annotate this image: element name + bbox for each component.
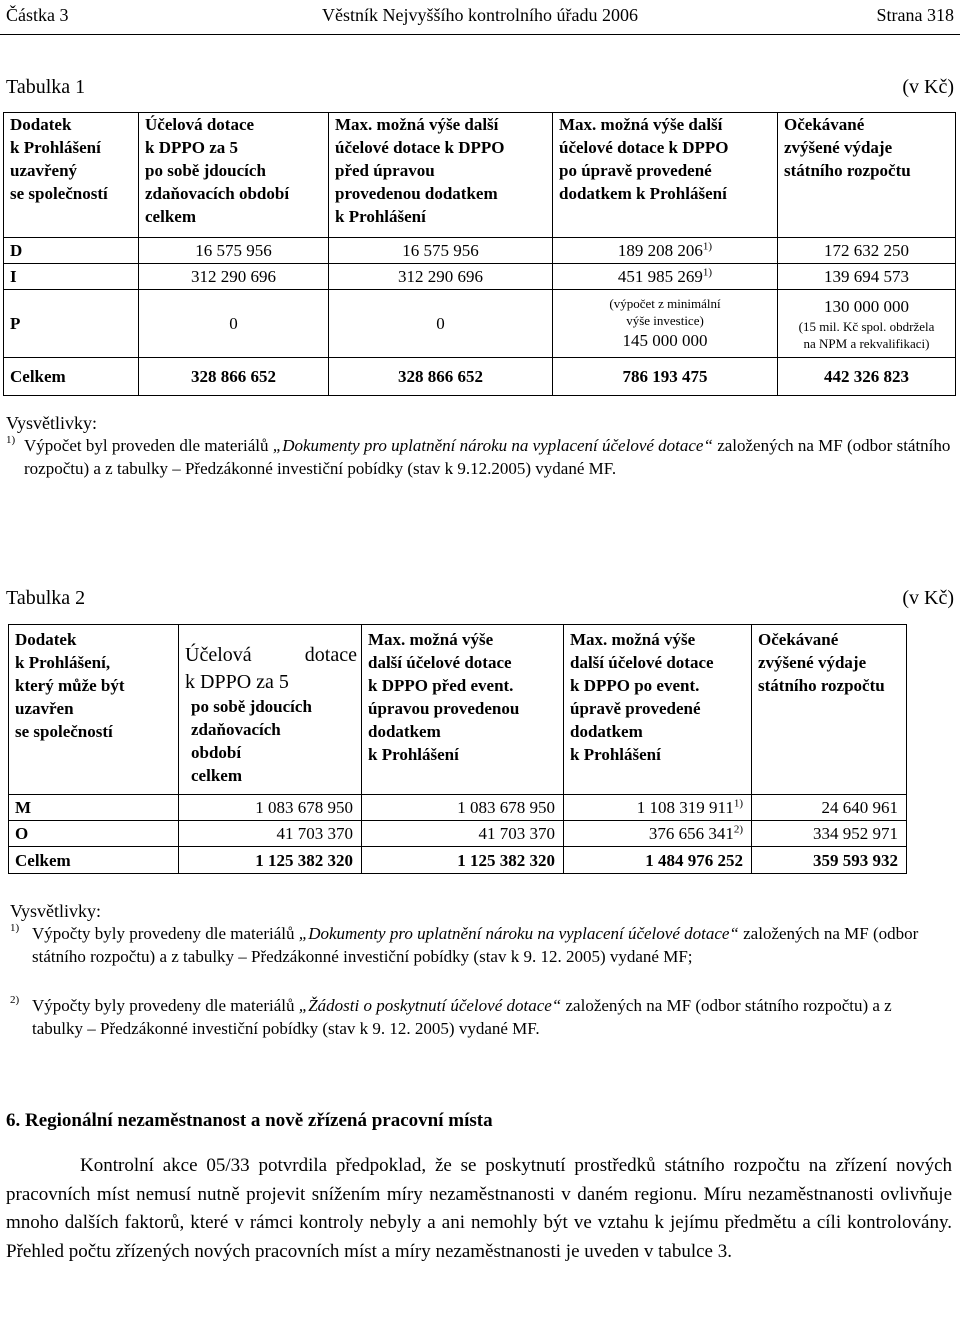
table-row: O 41 703 370 41 703 370 376 656 341$^{2)}$ 334 952 971 [9, 821, 907, 847]
table2-total-row: Celkem 1 125 382 320 1 125 382 320 1 484 976 252 359 593 932 [9, 847, 907, 874]
notes1-heading: Vysvětlivky: [6, 413, 98, 433]
table1-col-header: Účelová dotace k DPPO za 5 po sobě jdoucích zdaňovacích období celkem [139, 113, 329, 238]
table1-col-header: Očekávané zvýšené výdaje státního rozpočtu [778, 113, 956, 238]
table-row: D 16 575 956 16 575 956 189 208 206$^{1)}$ 172 632 250 [4, 238, 956, 264]
table2-col-header: Max. možná výše další účelové dotace k DPPO po event. úpravě provedené dodatkem k Prohlášení [564, 625, 752, 795]
table1-col-header: Max. možná výše další účelové dotace k DPPO před úpravou provedenou dodatkem k Prohlášení [329, 113, 553, 238]
table1-unit: (v Kč) [902, 76, 954, 98]
table1-total-row: Celkem 328 866 652 328 866 652 786 193 475 442 326 823 [4, 358, 956, 396]
table2-unit: (v Kč) [902, 587, 954, 609]
section-paragraph: Kontrolní akce 05/33 potvrdila předpoklad, že se poskytnutí prostředků státního rozpočtu na zřízení nových pracovních míst nemusí nutně projevit snížením míry nezaměstnanosti v daném regionu. Míru nezaměstnanosti ovlivňuje mnoho dalších faktorů, které v rámci kontroly nebyly a ani nemohly být ve vztahu k jejímu předmětu a cíli kontrolovány. Přehled počtu zřízených nových pracovních míst a míry nezaměstnanosti je uveden v tabulce 3. [6, 1155, 952, 1262]
p-row-expense-note: (15 mil. Kč spol. obdržela na NPM a rekvalifikaci) [798, 319, 935, 351]
table2 [8, 624, 907, 874]
table-row: M 1 083 678 950 1 083 678 950 1 108 319 911$^{1)}$ 24 640 961 [9, 795, 907, 821]
notes1-item: 1) Výpočet byl proveden dle materiálů „Dokumenty pro uplatnění nároku na vyplacení účelové dotace“ založených na MF (odbor státního rozpočtu) a z tabulky – Předzákonné investiční pobídky (stav k 9.12.2005) vydané MF. [6, 434, 951, 478]
table2-header-row [9, 625, 907, 795]
notes2-heading: Vysvětlivky: [10, 901, 102, 921]
table2-title: Tabulka 2 [6, 587, 86, 609]
table1-header-row [4, 113, 956, 238]
page-number: Strana 318 [876, 5, 954, 25]
table1-col-header: Max. možná výše další účelové dotace k DPPO po úpravě provedené dodatkem k Prohlášení [553, 113, 778, 238]
issue-number: Částka 3 [6, 5, 69, 25]
table2-col-header: Dodatek k Prohlášení, který může být uzavřen se společností [9, 625, 179, 795]
table1-title: Tabulka 1 [6, 76, 86, 98]
notes2-item: 2) Výpočty byly provedeny dle materiálů „Žádosti o poskytnutí účelové dotace“ založených na MF (odbor státního rozpočtu) a z tabulky – Předzákonné investiční pobídky (stav k 9. 12. 2005) vydané MF. [10, 994, 892, 1038]
table2-col-header: Očekávané zvýšené výdaje státního rozpočtu [752, 625, 907, 795]
table-row: P 0 0 (výpočet z minimální výše investice) 145 000 000 130 000 000 (15 mil. Kč spol. obdržela na NPM a rekvalifikaci) [4, 290, 956, 358]
section-heading: 6. Regionální nezaměstnanost a nově zřízená pracovní místa [6, 1110, 493, 1131]
table-row: I 312 290 696 312 290 696 451 985 269$^{1)}$ 139 694 573 [4, 264, 956, 290]
table2-col-header: Účelová dotace k DPPO za 5 po sobě jdoucích zdaňovacích období celkem [179, 625, 362, 795]
journal-title: Věstník Nejvyššího kontrolního úřadu 2006 [322, 5, 638, 25]
table1 [3, 112, 956, 396]
p-row-calc-note: (výpočet z minimální výše investice) [609, 296, 721, 328]
notes2-item: 1) Výpočty byly provedeny dle materiálů „Dokumenty pro uplatnění nároku na vyplacení účelové dotace“ založených na MF (odbor státního rozpočtu) a z tabulky – Předzákonné investiční pobídky (stav k 9. 12. 2005) vydané MF; [10, 922, 919, 966]
table1-col-header: Dodatek k Prohlášení uzavřený se společností [4, 113, 139, 238]
page-header [0, 0, 960, 35]
table2-col-header: Max. možná výše další účelové dotace k DPPO před event. úpravou provedenou dodatkem k Prohlášení [362, 625, 564, 795]
